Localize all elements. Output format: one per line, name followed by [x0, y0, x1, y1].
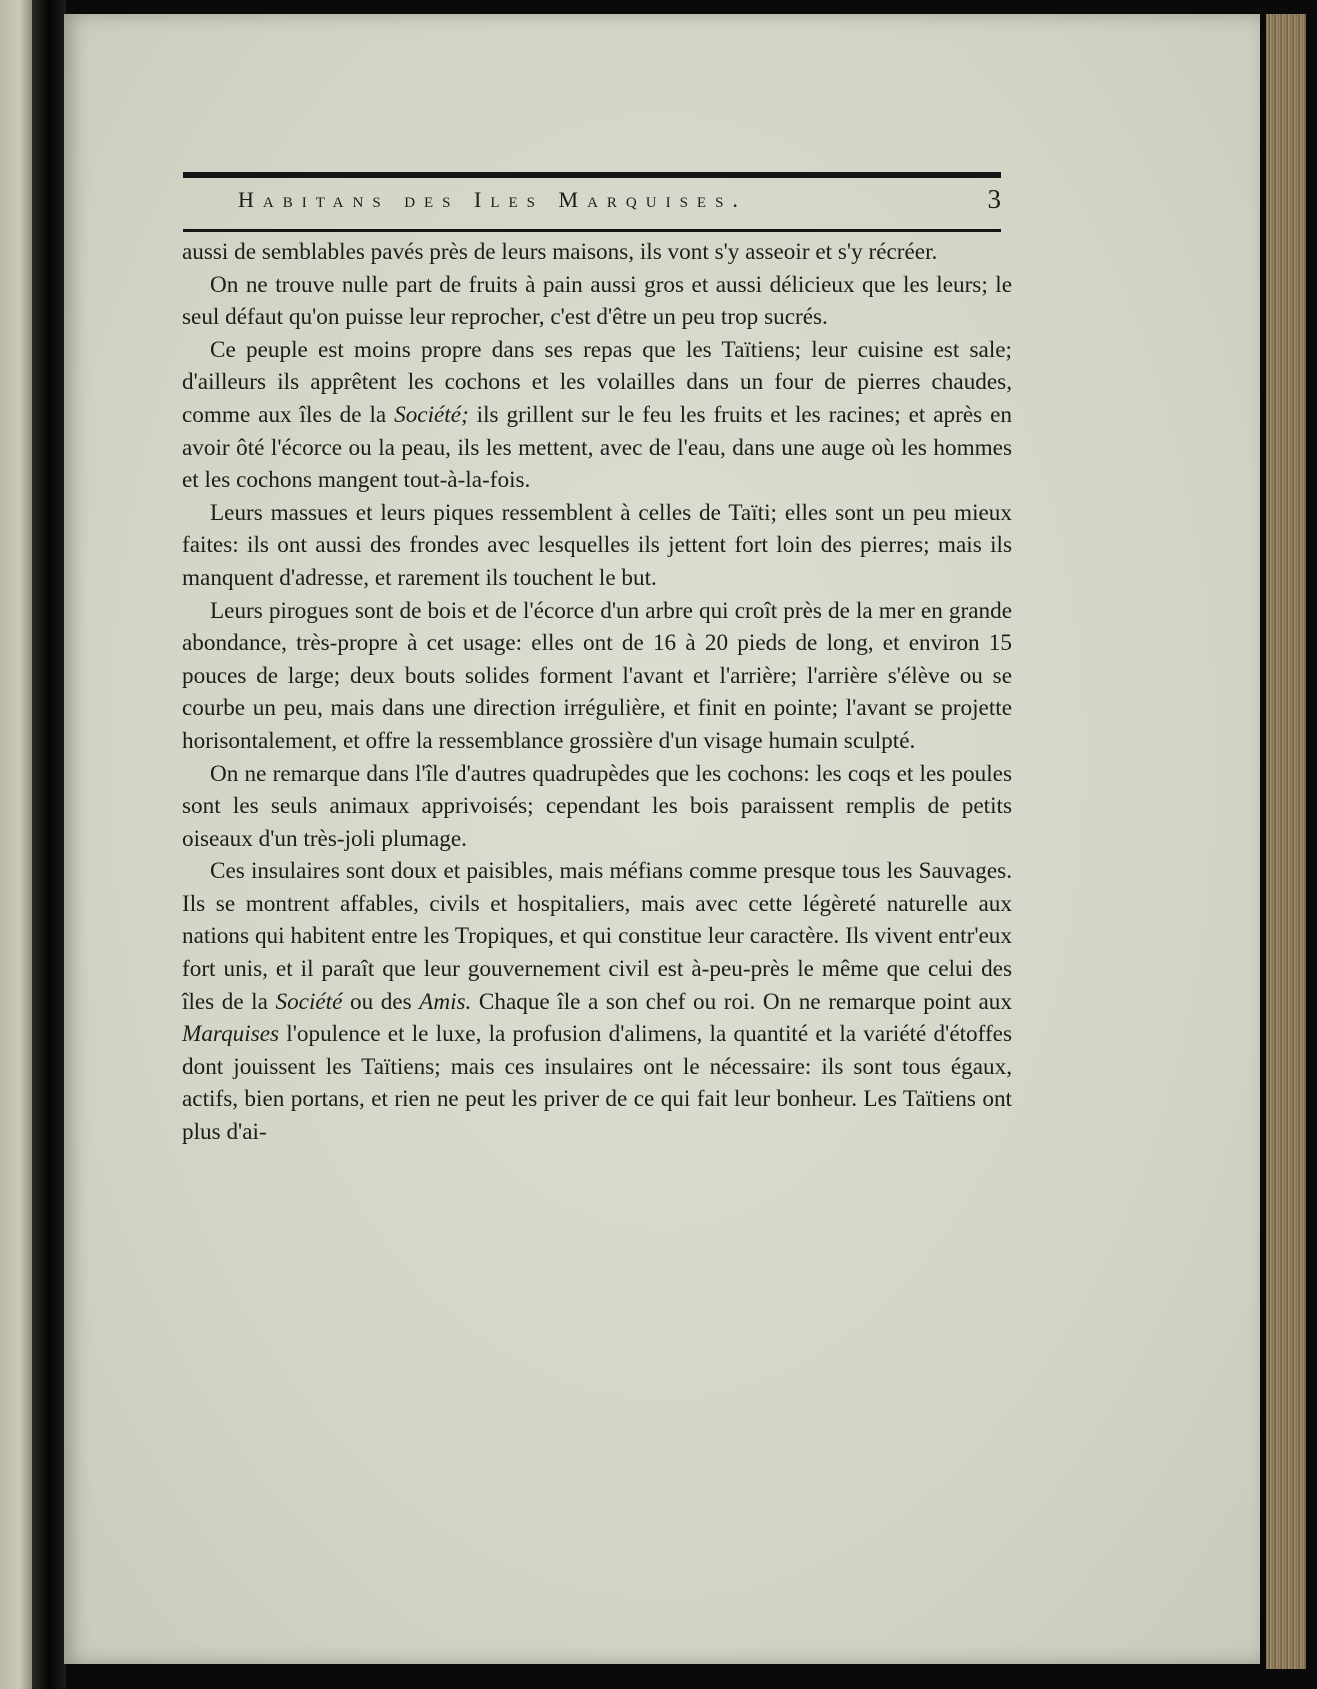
- text-run: Ces insulaires sont doux et paisibles, mais méfians comme presque tous les Sauvages. Ils se montrent affables, civils et hospitaliers, mais avec cette légèreté naturelle aux nations qui habitent entre les Tropiques, et qui constitue leur caractère. Ils vivent entr'eux fort unis, et il paraît que leur gouvernement civil est à-peu-près le même que celui des îles de la: [182, 858, 1012, 1015]
- text-run: On ne trouve nulle part de fruits à pain aussi gros et aussi délicieux que les leurs; le seul défaut qu'on puisse leur reprocher, c'est d'être un peu trop sucrés.: [182, 271, 1012, 331]
- header-rule-top: [183, 172, 1001, 178]
- text-run: ou des: [342, 988, 420, 1015]
- page-stack-fore-edge: [1266, 14, 1306, 1669]
- paragraph: [182, 758, 1012, 856]
- paragraph: [182, 269, 1012, 334]
- paragraph: [182, 334, 1012, 497]
- paragraph: [182, 236, 1012, 269]
- italic-text: Société;: [394, 401, 469, 428]
- page-number: 3: [987, 184, 1001, 214]
- facing-page-edge: [0, 0, 32, 1689]
- running-title: Habitans des Iles Marquises.: [238, 187, 747, 212]
- text-run: Leurs pirogues sont de bois et de l'écorce d'un arbre qui croît près de la mer en grande abondance, très-propre à cet usage: elles ont de 16 à 20 pieds de long, et environ 15 pouces de large; deux bouts solides forment l'avant et l'arrière; l'arrière s'élève ou se courbe un peu, mais dans une direction irrégulière, et finit en pointe; l'avant se projette horisontalement, et offre la ressemblance grossière d'un visage humain sculpté.: [182, 597, 1012, 754]
- italic-text: Marquises: [182, 1021, 280, 1048]
- text-run: Ce peuple est moins propre dans ses repas que les Taïtiens; leur cuisine est sale; d'ailleurs ils apprêtent les cochons et les volailles dans un four de pierres chaudes, comme aux îles de la: [182, 336, 1012, 428]
- body-text: [182, 236, 1012, 1149]
- paragraph: [182, 595, 1012, 758]
- italic-text: Société: [275, 988, 343, 1015]
- italic-text: Amis.: [419, 988, 472, 1015]
- page-header: [183, 170, 1001, 236]
- header-rule-bottom: [183, 229, 1001, 232]
- paragraph: [182, 497, 1012, 595]
- book-gutter: [32, 0, 66, 1689]
- text-run: Leurs massues et leurs piques ressemblent à celles de Taïti; elles sont un peu mieux faites: ils ont aussi des frondes avec lesquelles ils jettent fort loin des pierres; mais ils manquent d'adresse, et rarement ils touchent le but.: [182, 499, 1012, 591]
- text-run: Chaque île a son chef ou roi. On ne remarque point aux: [471, 988, 1012, 1015]
- text-run: ils grillent sur le feu les fruits et les racines; et après en avoir ôté l'écorce ou la peau, ils les mettent, avec de l'eau, dans une auge où les hommes et les cochons mangent tout-à-la-fois.: [182, 401, 1012, 494]
- text-run: On ne remarque dans l'île d'autres quadrupèdes que les cochons: les coqs et les poules sont les seuls animaux apprivoisés; cependant les bois paraissent remplis de petits oiseaux d'un très-joli plumage.: [182, 760, 1012, 852]
- text-run: l'opulence et le luxe, la profusion d'alimens, la quantité et la variété d'étoffes dont jouissent les Taïtiens; mais ces insulaires ont le nécessaire: ils sont tous égaux, actifs, bien portans, et rien ne peut les priver de ce qui fait leur bonheur. Les Taïtiens ont plus d'ai-: [182, 1021, 1012, 1146]
- paragraph: [182, 855, 1012, 1148]
- text-run: aussi de semblables pavés près de leurs maisons, ils vont s'y asseoir et s'y récréer.: [182, 239, 938, 265]
